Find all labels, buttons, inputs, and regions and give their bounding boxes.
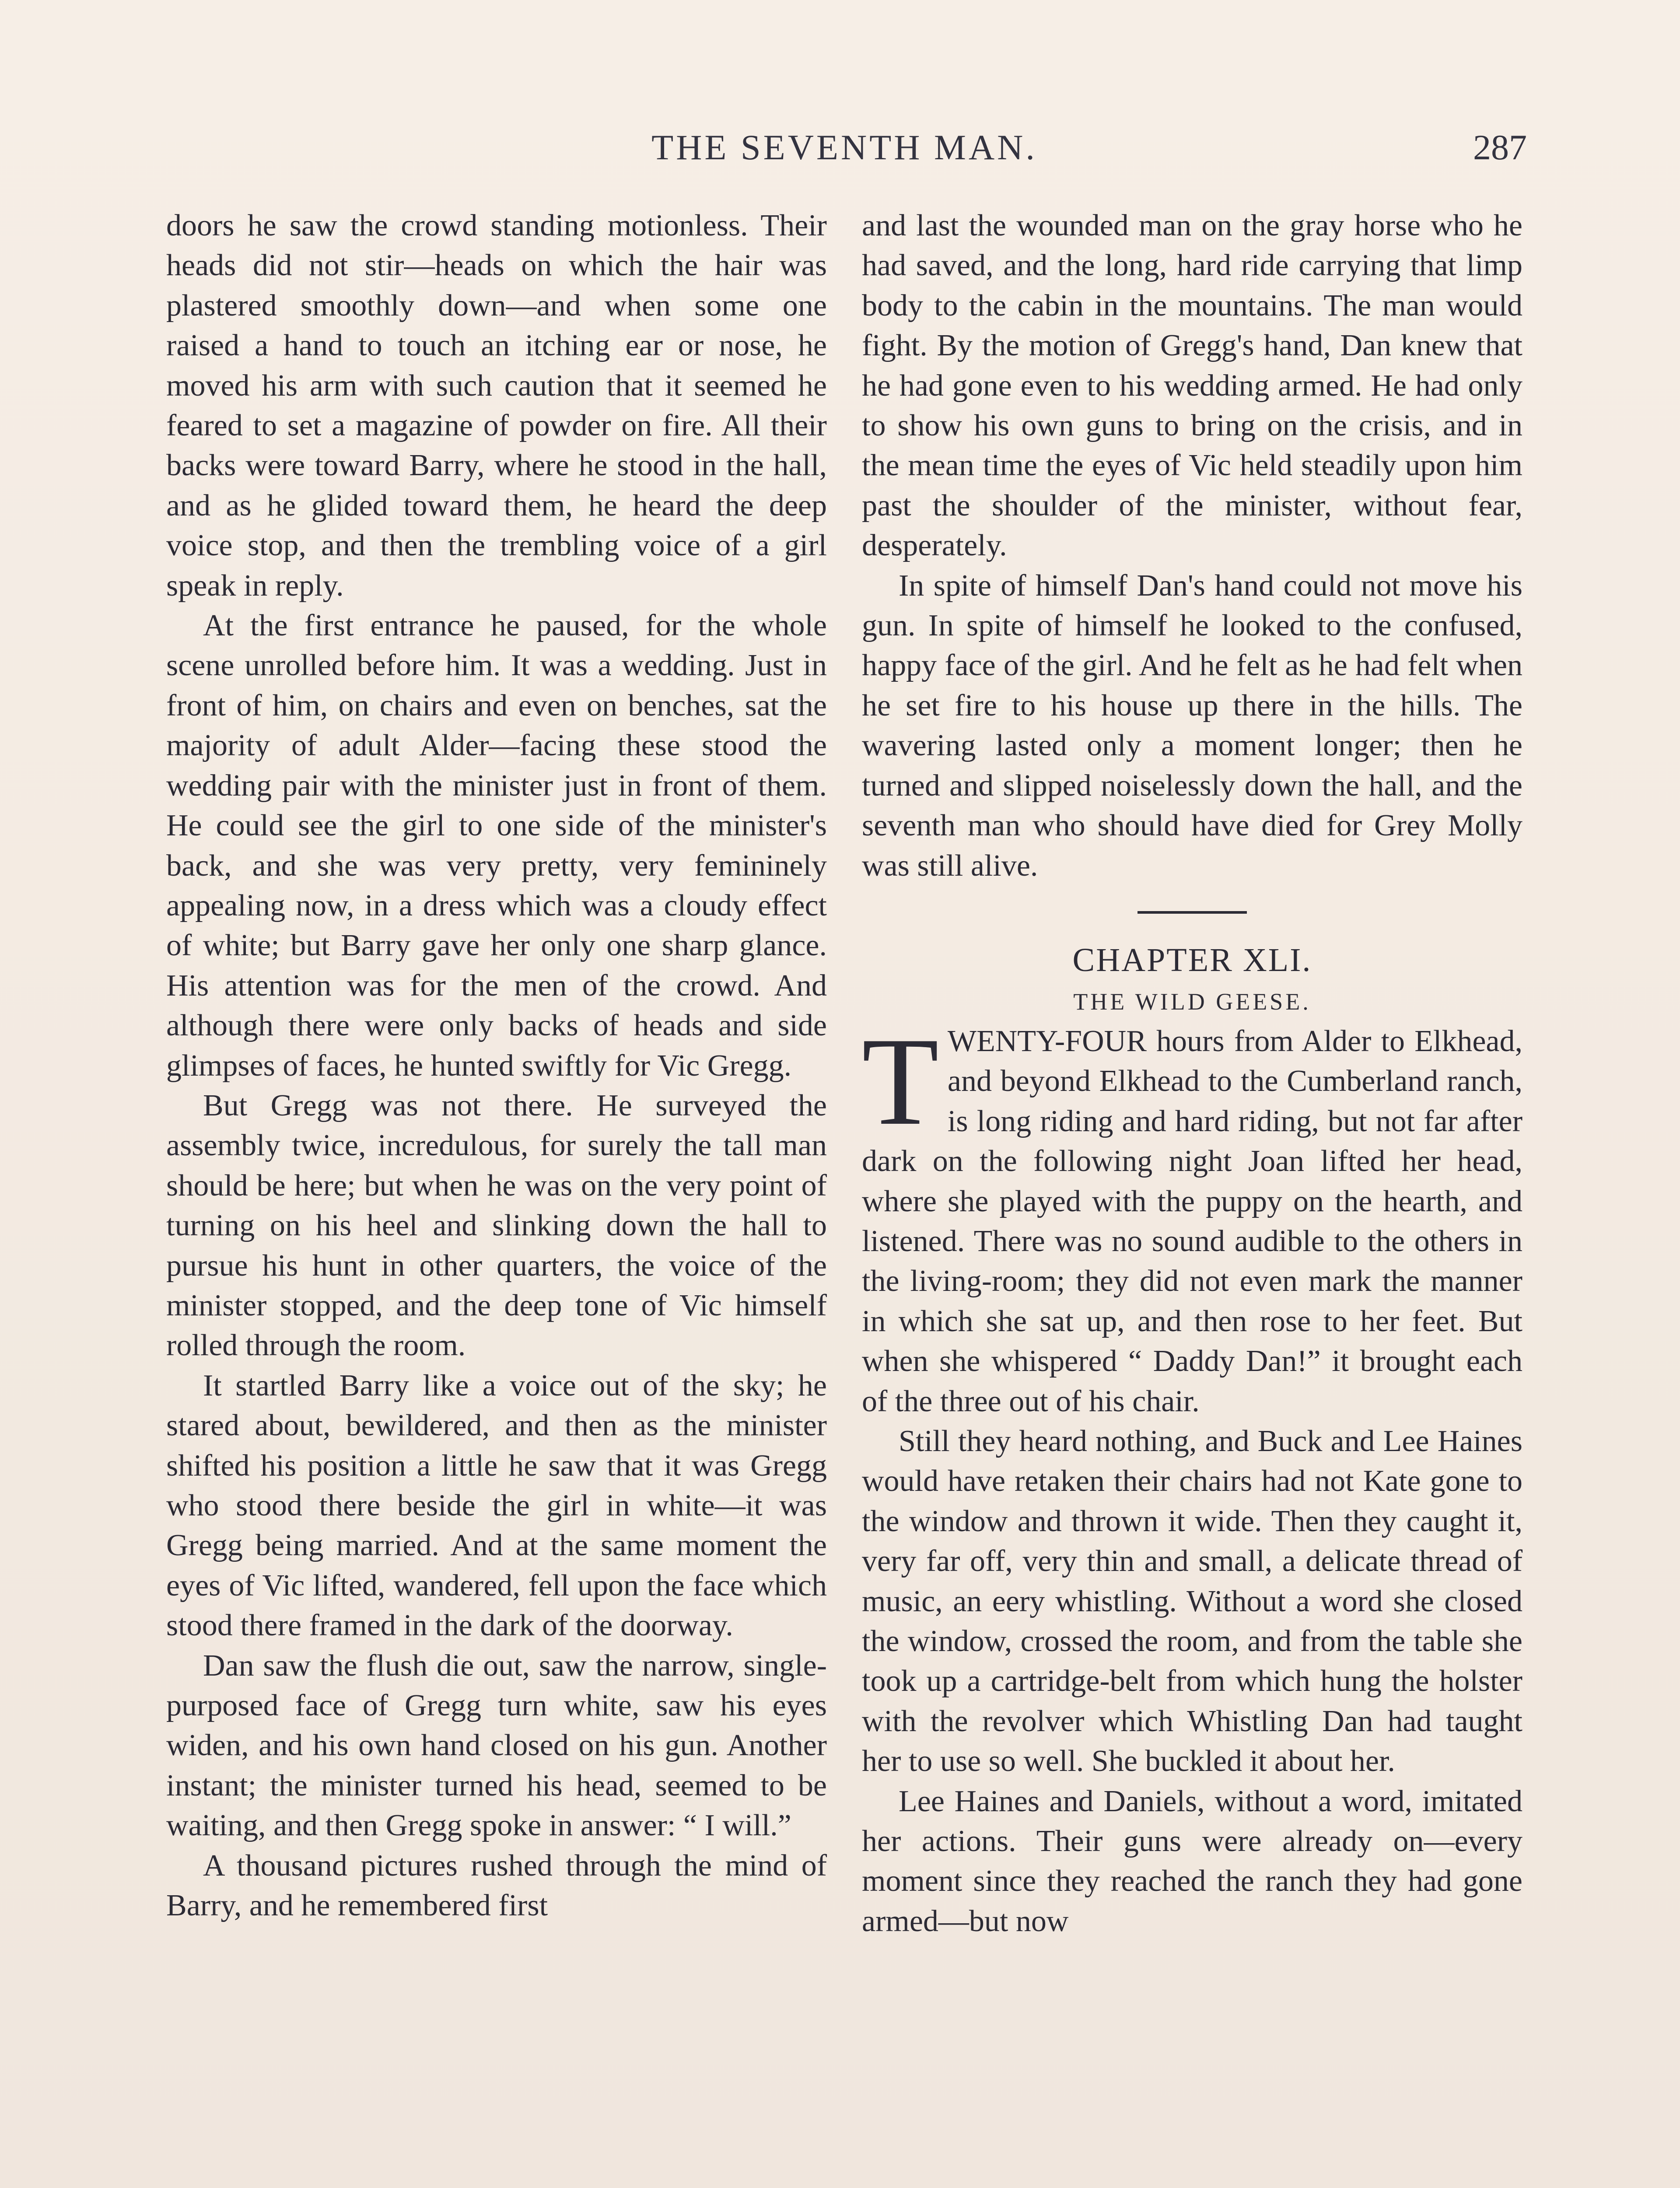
section-divider: [1138, 911, 1247, 914]
right-column: [862, 206, 1522, 1941]
paragraph: Lee Haines and Daniels, without a word, imitated her actions. Their guns were already on—every moment since they reached the ranch they had gone armed—but now: [862, 1784, 1522, 1938]
chapter-title: CHAPTER XLI.: [1072, 941, 1312, 978]
drop-cap: T: [862, 1011, 939, 1151]
running-head: [0, 127, 1680, 175]
paragraph: But Gregg was not there. He surveyed the assembly twice, incredulous, for surely the tall man should be here; but when he was on the very point of turning on his heel and slinking down the hall to pursue his hunt in other quarters, the voice of the minister stopped, and the deep tone of Vic himself rolled through the room.: [166, 1088, 827, 1363]
chapter-opening-text: WENTY-FOUR hours from Alder to Elkhead, and beyond Elkhead to the Cumberland ranch, is long riding and hard riding, but not far after dark on the following night Joan lifted her head, where she played with the puppy on the hearth, and listened. There was no sound audible to the others in the living-room; they did not even mark the manner in which she sat up, and then rose to her feet. But when she whispered “ Daddy Dan!” it brought each of the three out of his chair.: [862, 1024, 1522, 1418]
paragraph: It startled Barry like a voice out of the sky; he stared about, bewildered, and then as the minister shifted his position a little he saw that it was Gregg who stood there beside the girl in white—it was Gregg being married. And at the same moment the eyes of Vic lifted, wandered, fell upon the face which stood there framed in the dark of the doorway.: [166, 1368, 827, 1643]
left-column: [166, 206, 827, 1925]
chapter-subtitle: THE WILD GEESE.: [1073, 988, 1311, 1015]
paragraph: Dan saw the flush die out, saw the narrow, single-purposed face of Gregg turn white, saw his eyes widen, and his own hand closed on his gun. Another instant; the minister turned his head, seemed to be waiting, and then Gregg spoke in answer: “ I will.”: [166, 1648, 827, 1843]
paragraph: Still they heard nothing, and Buck and Lee Haines would have retaken their chairs had not Kate gone to the window and thrown it wide. Then they caught it, very far off, very thin and small, a delicate thread of music, an eery whistling. Without a word she closed the window, crossed the room, and from the table she took up a cartridge-belt from which hung the holster with the revolver which Whistling Dan had taught her to use so well. She buckled it about her.: [862, 1424, 1522, 1778]
paragraph: doors he saw the crowd standing motionless. Their heads did not stir—heads on which the hair was plastered smoothly down—and when some one raised a hand to touch an itching ear or nose, he moved his arm with such caution that it seemed he feared to set a magazine of powder on fire. All their backs were toward Barry, where he stood in the hall, and as he glided toward them, he heard the deep voice stop, and then the trembling voice of a girl speak in reply.: [166, 209, 827, 603]
paragraph: At the first entrance he paused, for the whole scene unrolled before him. It was a wedding. Just in front of him, on chairs and even on benches, sat the majority of adult Alder—facing these stood the wedding pair with the minister just in front of them. He could see the girl to one side of the minister's back, and she was very pretty, very femininely appealing now, in a dress which was a cloudy effect of white; but Barry gave her only one sharp glance. His attention was for the men of the crowd. And although there were only backs of heads and side glimpses of faces, he hunted swiftly for Vic Gregg.: [166, 609, 827, 1083]
paragraph: and last the wounded man on the gray horse who he had saved, and the long, hard ride carrying that limp body to the cabin in the mountains. The man would fight. By the motion of Gregg's hand, Dan knew that he had gone even to his wedding armed. He had only to show his own guns to bring on the crisis, and in the mean time the eyes of Vic held steadily upon him past the shoulder of the minister, without fear, desperately.: [862, 209, 1522, 563]
paragraph: In spite of himself Dan's hand could not move his gun. In spite of himself he looked to the confused, happy face of the girl. And he felt as he had felt when he set fire to his house up there in the hills. The wavering lasted only a moment longer; then he turned and slipped noiselessly down the hall, and the seventh man who should have died for Grey Molly was still alive.: [862, 568, 1522, 883]
chapter-opening-paragraph: [862, 1011, 1522, 1421]
page-number: 287: [1473, 127, 1527, 167]
running-title: THE SEVENTH MAN.: [651, 127, 1037, 167]
paragraph: A thousand pictures rushed through the mind of Barry, and he remembered first: [166, 1848, 827, 1923]
